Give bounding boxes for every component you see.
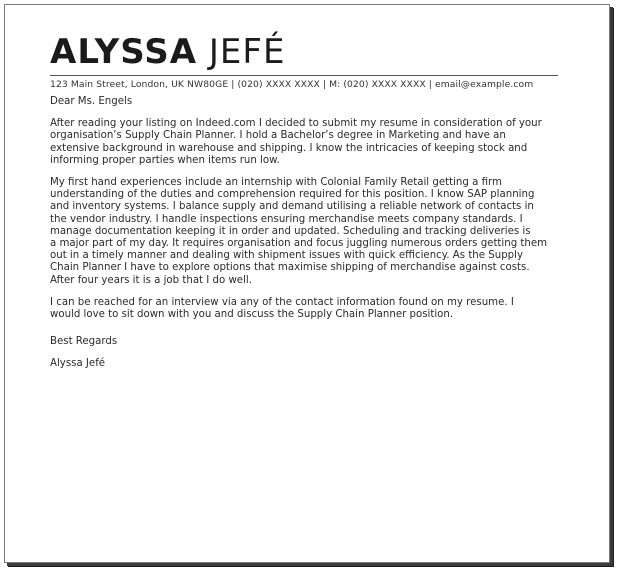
paragraph-line: organisation’s Supply Chain Planner. I hold a Bachelor’s degree in Marketing and have an <box>50 130 506 142</box>
paragraph-line: understanding of the duties and comprehension required for this position. I know SAP planning <box>50 189 535 201</box>
paragraph-1 <box>50 118 570 167</box>
signature: Alyssa Jefé <box>50 358 106 369</box>
last-name: JEFÉ <box>208 32 286 72</box>
header-divider <box>50 75 558 76</box>
paragraph-line: informing proper parties when items run low. <box>50 154 280 166</box>
paragraph-line: extensive background in warehouse and shipping. I know the intricacies of keeping stock and <box>50 142 528 154</box>
letter-body <box>50 96 570 331</box>
paragraph-line: and inventory systems. I balance supply and demand utilising a reliable network of contacts in <box>50 201 534 213</box>
paragraph-line: I can be reached for an interview via any of the contact information found on my resume. I <box>50 296 514 308</box>
paragraph-2 <box>50 177 570 287</box>
paragraph-line: manage documentation keeping it in order and updated. Scheduling and tracking deliveries is <box>50 225 531 237</box>
first-name: ALYSSA <box>50 32 198 72</box>
paragraph-line: would love to sit down with you and discuss the Supply Chain Planner position. <box>50 309 454 321</box>
paragraph-line: After reading your listing on Indeed.com I decided to submit my resume in consideration of your <box>50 118 542 130</box>
salutation: Dear Ms. Engels <box>50 96 133 107</box>
paragraph-line: the vendor industry. I handle inspections ensuring merchandise meets company standards. I <box>50 213 523 225</box>
contact-line: 123 Main Street, London, UK NW80GE | (020) XXXX XXXX | M: (020) XXXX XXXX | email@example.com <box>50 79 534 90</box>
paragraph-line: My first hand experiences include an internship with Colonial Family Retail getting a firm <box>50 177 502 189</box>
paragraph-line: a major part of my day. It requires organisation and focus juggling numerous orders getting them <box>50 238 548 250</box>
paragraph-line: After four years it is a job that I do well. <box>50 274 252 286</box>
paragraph-line: Chain Planner I have to explore options that maximise shipping of merchandise against costs. <box>50 262 530 274</box>
closing: Best Regards <box>50 336 118 347</box>
paragraph-3 <box>50 297 570 321</box>
applicant-name <box>50 32 285 72</box>
paragraph-line: out in a timely manner and dealing with shipment issues with quick efficiency. As the Supply <box>50 250 523 262</box>
